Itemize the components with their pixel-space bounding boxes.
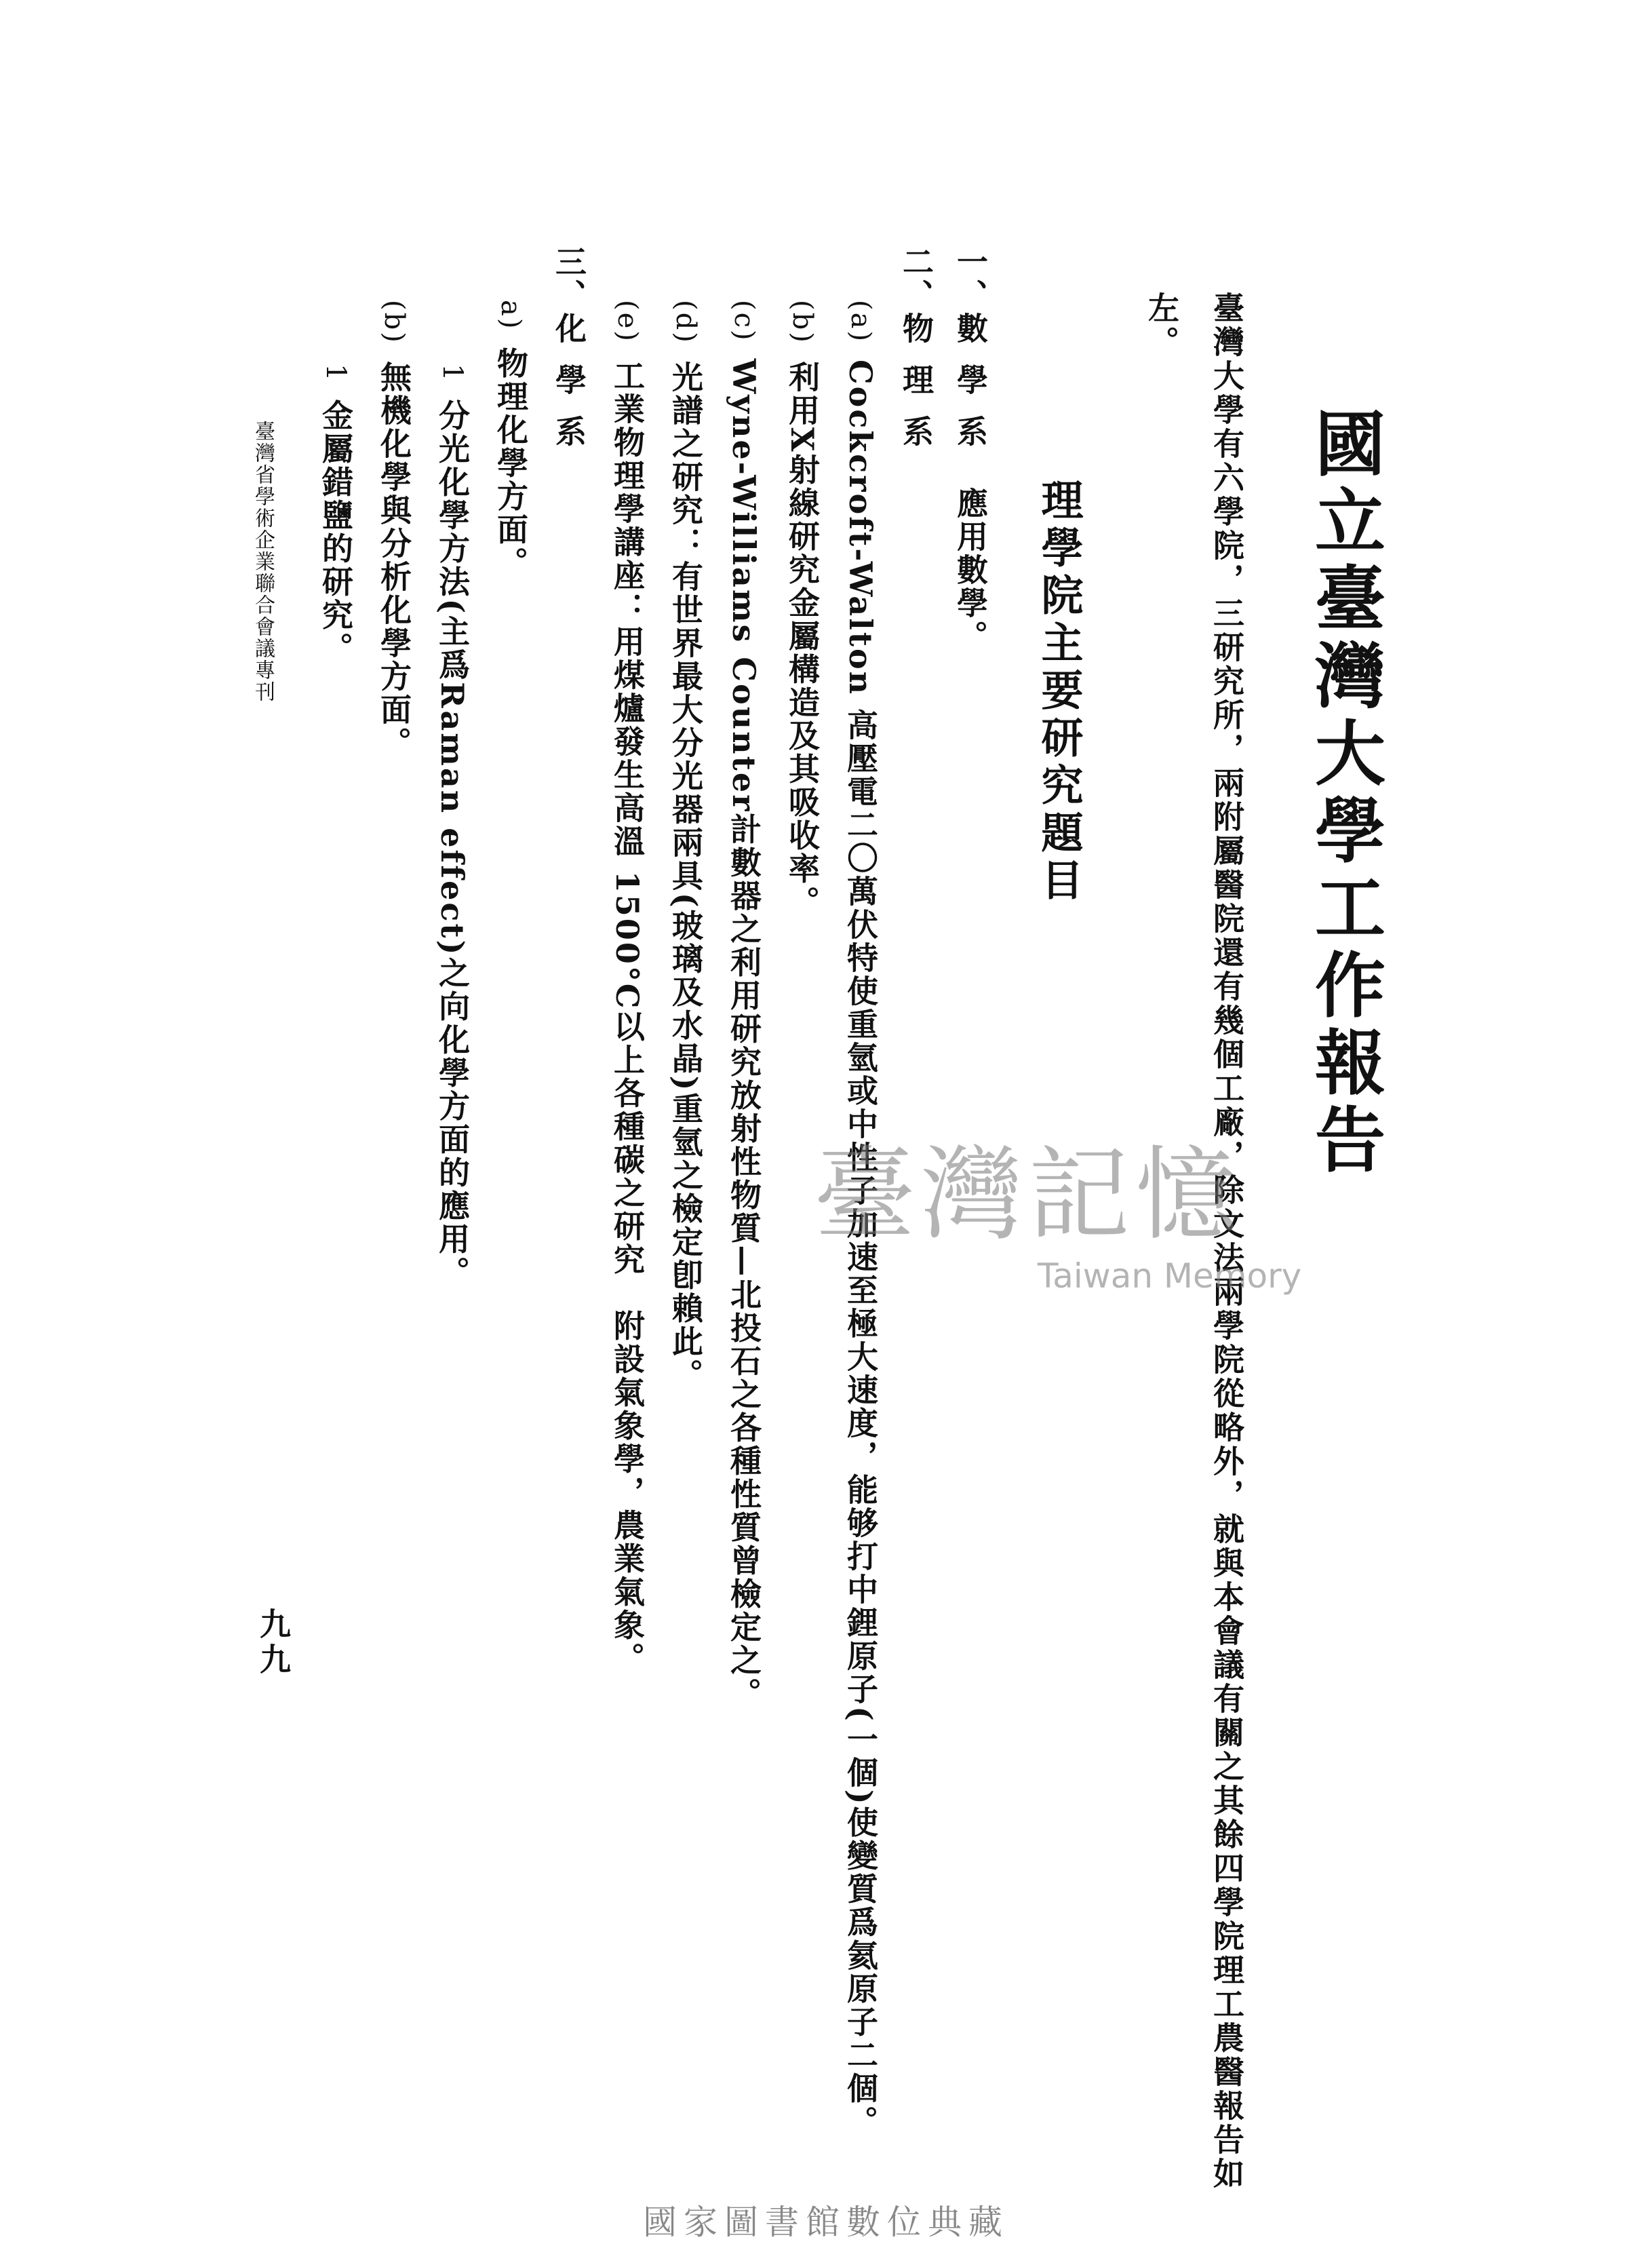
item-number: 三、 (551, 246, 587, 312)
item-text: Cockcroft-Walton 高壓電二〇萬伏特使重氫或中性子加速至極大速度，能够打中鋰原子(一個)使變質爲氦原子二個。 (842, 360, 879, 2139)
dept-name: 物理系 (898, 312, 935, 467)
page-title: 國立臺灣大學工作報告 (1303, 407, 1386, 1180)
item-text: 利用X射線研究金屬構造及其吸收率。 (784, 360, 821, 919)
item-marker: (c) (728, 300, 760, 343)
item-number: 一、 (952, 246, 989, 312)
physics-item-e (609, 300, 646, 1676)
physics-item-d (667, 300, 704, 1392)
dept-name: 數學系 (952, 312, 989, 467)
item-marker: (e) (612, 300, 643, 343)
chemistry-item-a1 (434, 364, 471, 1290)
chemistry-heading (553, 246, 585, 467)
physics-item-c (728, 300, 760, 1710)
item-text: Wyne-Williams Counter計數器之利用研究放射性物質—北投石之各種性質曾檢定之。 (726, 358, 762, 1711)
item-marker: 1 (320, 364, 351, 383)
watermark (814, 1113, 1301, 1296)
chemistry-item-b (378, 300, 410, 760)
math-item (952, 246, 989, 653)
item-marker: (b) (378, 300, 410, 345)
watermark-chinese: 臺灣記憶 (814, 1136, 1243, 1254)
item-text: 金屬錯鹽的研究。 (317, 399, 354, 665)
intro-line-1: 臺灣大學有六學院，三研究所，兩附屬醫院還有幾個工廠，除文法兩學院從略外，就與本會議有關之其餘四學院理工農醫報告如 (1208, 292, 1245, 2191)
intro-line-2: 左。 (1143, 292, 1180, 360)
item-marker: (a) (845, 300, 876, 344)
item-marker: a) (495, 300, 526, 331)
page-number: 九九 (255, 1608, 292, 1678)
bottom-banner: 國家圖書館數位典藏 (643, 2203, 1009, 2242)
item-number: 二、 (898, 246, 935, 312)
item-marker: 1 (437, 364, 468, 383)
chemistry-item-a (492, 300, 529, 580)
topic-text: 應用數學。 (952, 487, 989, 653)
item-text: 光譜之研究：有世界最大分光器兩具(玻璃及水晶)重氫之檢定卽賴此。 (667, 360, 704, 1392)
item-text: 工業物理學講座：用煤爐發生高溫 1500°C以上各種碳之研究 附設氣象學，農業氣象。 (609, 359, 646, 1676)
item-text: 物理化學方面。 (492, 347, 529, 580)
item-text: 無機化學與分析化學方面。 (376, 360, 412, 760)
section-title: 理學院主要研究題目 (1034, 478, 1084, 906)
item-text: 分光化學方法(主爲Raman effect)之向化學方面的應用。 (434, 399, 471, 1290)
dept-name: 化學系 (551, 312, 587, 467)
chemistry-item-b1 (317, 364, 354, 665)
physics-item-b (784, 300, 821, 919)
running-footer: 臺灣省學術企業聯合會議專刊 (251, 421, 275, 703)
item-marker: (b) (787, 300, 818, 345)
physics-heading (898, 246, 935, 467)
item-marker: (d) (670, 300, 701, 345)
watermark-english: Taiwan Memory (1038, 1256, 1302, 1296)
